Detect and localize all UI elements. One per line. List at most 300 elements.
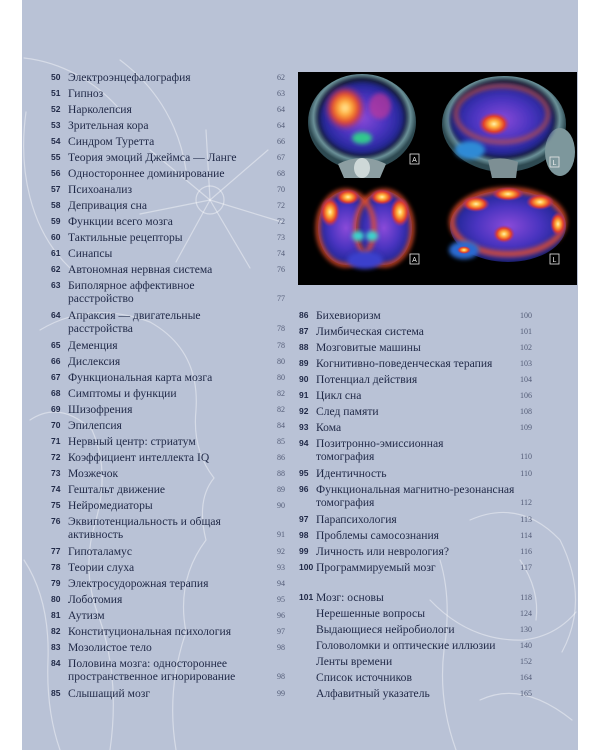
chapter-number: 65 — [51, 339, 61, 350]
toc-entry — [51, 353, 285, 369]
toc-entry — [51, 245, 285, 261]
page-number: 108 — [520, 406, 532, 416]
scan-label: A — [412, 257, 417, 264]
chapter-title-line: Эквипотенциальность и общая — [68, 515, 221, 528]
chapter-title — [68, 577, 261, 590]
chapter-title — [68, 247, 261, 260]
chapter-title-line: Зрительная кора — [68, 118, 149, 132]
activity-hotspot — [370, 189, 394, 205]
toc-entry — [299, 527, 532, 543]
page-number: 152 — [520, 656, 532, 666]
chapter-title-line: Аутизм — [68, 608, 105, 622]
page-number: 63 — [277, 88, 285, 98]
page-number: 72 — [277, 200, 285, 210]
page-number: 97 — [277, 626, 285, 636]
chapter-title-line: Нервный центр: стриатум — [68, 434, 196, 448]
chapter-title — [316, 373, 508, 386]
toc-entry — [51, 481, 285, 497]
page-number: 117 — [520, 562, 532, 572]
page-number: 72 — [277, 216, 285, 226]
chapter-number: 90 — [299, 373, 309, 384]
toc-entry — [299, 323, 532, 339]
toc-entry — [299, 559, 532, 575]
chapter-title-line: Потенциал действия — [316, 372, 418, 386]
toc-entry — [51, 417, 285, 433]
chapter-title-line: Нейромедиаторы — [68, 498, 153, 512]
chapter-title — [68, 687, 261, 700]
toc-entry — [51, 465, 285, 481]
chapter-number: 52 — [51, 103, 61, 114]
chapter-number: 51 — [51, 87, 61, 98]
page-number: 80 — [277, 372, 285, 382]
chapter-title-line: Нарколепсия — [68, 102, 132, 116]
chapter-number: 71 — [51, 435, 61, 446]
chapter-title — [68, 593, 261, 606]
chapter-number: 85 — [51, 687, 61, 698]
activity-hotspot — [478, 112, 510, 136]
toc-entry — [299, 435, 532, 465]
toc-entry — [51, 401, 285, 417]
chapter-title — [68, 515, 261, 541]
chapter-number: 58 — [51, 199, 61, 210]
chapter-title — [68, 199, 261, 212]
chapter-number: 53 — [51, 119, 61, 130]
page-number: 74 — [277, 248, 285, 258]
activity-hotspot — [390, 197, 410, 227]
chapter-title — [316, 671, 508, 684]
brain-scan-image — [298, 72, 577, 285]
page-number: 78 — [277, 324, 285, 333]
activity-hotspot — [492, 187, 524, 201]
scan-coronal-overlay — [308, 74, 419, 178]
chapter-number: 68 — [51, 387, 61, 398]
chapter-title-line: Личность или неврология? — [316, 544, 449, 558]
chapter-number: 84 — [51, 658, 61, 668]
page-number: 91 — [277, 530, 285, 539]
chapter-title-line: Одностороннее доминирование — [68, 166, 225, 180]
chapter-number: 62 — [51, 263, 61, 274]
chapter-number: 89 — [299, 357, 309, 368]
chapter-title — [316, 529, 508, 542]
page-number: 140 — [520, 640, 532, 650]
chapter-number: 67 — [51, 371, 61, 382]
chapter-title — [68, 403, 261, 416]
chapter-title — [316, 607, 508, 620]
chapter-number: 61 — [51, 247, 61, 258]
chapter-title-line: Когнитивно-поведенческая терапия — [316, 356, 493, 370]
chapter-title — [68, 435, 261, 448]
chapter-title — [68, 119, 261, 132]
chapter-title — [68, 561, 261, 574]
chapter-title — [68, 279, 261, 305]
toc-entry — [51, 133, 285, 149]
toc-entry — [51, 369, 285, 385]
toc-entry — [51, 337, 285, 353]
chapter-number: 88 — [299, 341, 309, 352]
chapter-title-line: Проблемы самосознания — [316, 528, 440, 542]
activity-hotspot — [352, 132, 372, 144]
chapter-title-line: Синапсы — [68, 246, 113, 260]
chapter-title — [68, 309, 261, 335]
toc-entry — [51, 307, 285, 337]
activity-hotspot — [352, 231, 364, 241]
toc-entry — [51, 197, 285, 213]
toc-entry — [51, 623, 285, 639]
page-number: 99 — [277, 688, 285, 698]
page-number: 124 — [520, 608, 532, 618]
toc-entry — [299, 637, 532, 653]
chapter-title — [68, 71, 261, 84]
page-number: 109 — [520, 422, 532, 432]
chapter-title — [68, 483, 261, 496]
chapter-number: 56 — [51, 167, 61, 178]
chapter-title — [68, 467, 261, 480]
chapter-number: 66 — [51, 355, 61, 366]
chapter-number: 78 — [51, 561, 61, 572]
chapter-title — [68, 339, 261, 352]
page-number: 73 — [277, 232, 285, 242]
chapter-title-line: Теории слуха — [68, 560, 135, 574]
page-number: 66 — [277, 136, 285, 146]
page-number: 85 — [277, 436, 285, 446]
toc-entry — [299, 339, 532, 355]
chapter-number: 97 — [299, 513, 309, 524]
chapter-number: 76 — [51, 516, 61, 526]
chapter-title — [316, 483, 515, 509]
chapter-title-line: Коэффициент интеллекта IQ — [68, 450, 210, 464]
toc-entry — [51, 261, 285, 277]
chapter-title — [316, 591, 508, 604]
chapter-title-line: пространственное игнорирование — [68, 670, 236, 683]
page-number: 165 — [520, 688, 532, 698]
chapter-title — [316, 341, 508, 354]
chapter-number: 74 — [51, 483, 61, 494]
chapter-number: 87 — [299, 325, 309, 336]
page-number: 114 — [520, 530, 532, 540]
toc-entry — [299, 589, 532, 605]
chapter-title — [68, 657, 261, 683]
scan-coronal-pet — [318, 189, 419, 269]
chapter-number: 69 — [51, 403, 61, 414]
chapter-title-line: Шизофрения — [68, 402, 133, 416]
chapter-title — [68, 609, 261, 622]
chapter-number: 99 — [299, 545, 309, 556]
brain-scan-figure — [298, 72, 577, 285]
page-number: 62 — [277, 72, 285, 82]
chapter-title — [316, 639, 508, 652]
chapter-number: 100 — [299, 561, 314, 572]
chapter-title-line: Электросудорожная терапия — [68, 576, 209, 590]
chapter-title-line: Гипоталамус — [68, 544, 132, 558]
chapter-title-line: Автономная нервная система — [68, 262, 213, 276]
page-number: 76 — [277, 264, 285, 274]
chapter-title — [316, 405, 508, 418]
chapter-title-line: Конституциональная психология — [68, 624, 232, 638]
page-number: 98 — [277, 642, 285, 652]
chapter-title-line: Программируемый мозг — [316, 560, 436, 574]
chapter-title-line: Депривация сна — [68, 198, 148, 212]
page-number: 112 — [520, 498, 532, 507]
page-number: 67 — [277, 152, 285, 162]
chapter-title-line: томография — [316, 496, 375, 509]
chapter-number: 83 — [51, 641, 61, 652]
toc-entry — [299, 371, 532, 387]
chapter-title — [316, 545, 508, 558]
chapter-number: 82 — [51, 625, 61, 636]
toc-entry — [51, 385, 285, 401]
page-number: 90 — [277, 500, 285, 510]
chapter-title — [68, 451, 261, 464]
chapter-title-line: Дислексия — [68, 354, 121, 368]
chapter-title — [68, 625, 261, 638]
toc-entry — [51, 69, 285, 85]
toc-entry — [299, 543, 532, 559]
chapter-title — [316, 655, 508, 668]
chapter-title — [316, 309, 508, 322]
toc-entry — [299, 387, 532, 403]
chapter-title — [316, 623, 508, 636]
chapter-title — [68, 419, 261, 432]
chapter-number: 64 — [51, 310, 61, 320]
toc-entry — [51, 181, 285, 197]
brain-region — [347, 251, 383, 269]
chapter-number: 50 — [51, 71, 61, 82]
toc-right-column — [299, 307, 532, 575]
page-number: 93 — [277, 562, 285, 572]
chapter-title-line: расстройства — [68, 322, 133, 335]
chapter-title — [68, 641, 261, 654]
toc-entry — [299, 685, 532, 701]
page-number: 116 — [520, 546, 532, 556]
toc-entry — [51, 513, 285, 543]
page-number: 101 — [520, 326, 532, 336]
chapter-number: 73 — [51, 467, 61, 478]
chapter-title — [68, 151, 261, 164]
chapter-title — [68, 135, 261, 148]
chapter-title — [316, 561, 508, 574]
chapter-title-line: расстройство — [68, 292, 134, 305]
toc-entry — [299, 605, 532, 621]
chapter-title-line: Симптомы и функции — [68, 386, 177, 400]
chapter-title — [68, 87, 261, 100]
toc-entry — [299, 511, 532, 527]
chapter-title-line: Теория эмоций Джеймса — Ланге — [68, 150, 237, 164]
page-number: 89 — [277, 484, 285, 494]
chapter-number: 94 — [299, 438, 309, 448]
chapter-title — [68, 545, 261, 558]
chapter-title-line: Парапсихология — [316, 512, 397, 526]
page-number: 164 — [520, 672, 532, 682]
chapter-number: 98 — [299, 529, 309, 540]
chapter-title-line: Кома — [316, 420, 342, 434]
toc-entry — [51, 85, 285, 101]
chapter-title-line: Функции всего мозга — [68, 214, 173, 228]
chapter-title-line: Идентичность — [316, 466, 387, 480]
toc-entry — [51, 449, 285, 465]
toc-entry — [51, 117, 285, 133]
chapter-number: 57 — [51, 183, 61, 194]
toc-entry — [51, 433, 285, 449]
chapter-title — [68, 387, 261, 400]
chapter-number: 72 — [51, 451, 61, 462]
toc-entry — [51, 685, 285, 701]
chapter-number: 92 — [299, 405, 309, 416]
chapter-title-line: Мозговитые машины — [316, 340, 421, 354]
chapter-title-line: Мозолистое тело — [68, 640, 152, 654]
chapter-title — [316, 437, 508, 463]
chapter-title-line: Электроэнцефалография — [68, 70, 191, 84]
chapter-number: 80 — [51, 593, 61, 604]
chapter-title-line: Деменция — [68, 338, 118, 352]
page-number: 104 — [520, 374, 532, 384]
page-number: 110 — [520, 452, 532, 461]
chapter-title-line: Лоботомия — [68, 592, 123, 606]
chapter-title-line: Нерешенные вопросы — [316, 606, 425, 620]
page-number: 70 — [277, 184, 285, 194]
page-number: 80 — [277, 356, 285, 366]
toc-entry — [51, 639, 285, 655]
activity-hotspot — [493, 225, 515, 243]
activity-hotspot — [324, 85, 366, 131]
toc-entry — [51, 229, 285, 245]
activity-hotspot — [320, 197, 340, 227]
chapter-title-line: Биполярное аффективное — [68, 279, 195, 292]
chapter-title-line: активность — [68, 528, 124, 541]
chapter-title-line: Головоломки и оптические иллюзии — [316, 638, 496, 652]
chapter-title-line: Половина мозга: одностороннее — [68, 657, 228, 670]
chapter-title — [68, 263, 261, 276]
chapter-title-line: Слышащий мозг — [68, 686, 151, 700]
chapter-title-line: Апраксия — двигательные — [68, 309, 201, 322]
toc-entry — [299, 481, 532, 511]
toc-entry — [51, 149, 285, 165]
toc-entry — [51, 101, 285, 117]
toc-entry — [299, 403, 532, 419]
activity-hotspot — [526, 194, 554, 210]
chapter-title-line: Мозг: основы — [316, 590, 384, 604]
page-number: 98 — [277, 672, 285, 681]
activity-hotspot — [366, 231, 378, 241]
chapter-title-line: Бихевиоризм — [316, 308, 381, 322]
chapter-title-line: Алфавитный указатель — [316, 686, 430, 700]
toc-entry — [51, 575, 285, 591]
chapter-number: 86 — [299, 309, 309, 320]
toc-entry — [51, 559, 285, 575]
toc-appendix — [299, 589, 532, 701]
toc-entry — [299, 355, 532, 371]
chapter-number: 91 — [299, 389, 309, 400]
chapter-title-line: Гипноз — [68, 86, 104, 100]
page-number: 103 — [520, 358, 532, 368]
toc-entry — [51, 543, 285, 559]
page-number: 64 — [277, 120, 285, 130]
chapter-title — [68, 167, 261, 180]
page-number: 94 — [277, 578, 285, 588]
page-number: 100 — [520, 310, 532, 320]
page-number: 92 — [277, 546, 285, 556]
chapter-title-line: Список источников — [316, 670, 412, 684]
chapter-title — [316, 325, 508, 338]
chapter-title-line: Цикл сна — [316, 388, 362, 402]
page-number: 106 — [520, 390, 532, 400]
chapter-title-line: Синдром Туретта — [68, 134, 155, 148]
chapter-title — [316, 467, 508, 480]
chapter-title — [68, 183, 261, 196]
page-number: 118 — [520, 592, 532, 602]
chapter-number: 70 — [51, 419, 61, 430]
chapter-title — [316, 421, 508, 434]
scan-label: A — [412, 157, 417, 164]
chapter-title — [316, 687, 508, 700]
chapter-number: 54 — [51, 135, 61, 146]
cerebellum — [455, 141, 485, 159]
activity-hotspot — [550, 212, 566, 236]
scan-label: L — [552, 160, 557, 167]
chapter-title — [68, 215, 261, 228]
toc-entry — [299, 653, 532, 669]
toc-entry — [299, 419, 532, 435]
chapter-number: 95 — [299, 467, 309, 478]
page-number: 113 — [520, 514, 532, 524]
toc-entry — [299, 465, 532, 481]
chapter-number: 60 — [51, 231, 61, 242]
chapter-title-line: Лимбическая система — [316, 324, 424, 338]
chapter-title-line: Тактильные рецепторы — [68, 230, 183, 244]
toc-entry — [51, 591, 285, 607]
chapter-number: 79 — [51, 577, 61, 588]
chapter-number: 63 — [51, 280, 61, 290]
toc-entry — [51, 607, 285, 623]
page-number: 77 — [277, 294, 285, 303]
page-number: 64 — [277, 104, 285, 114]
activity-hotspot — [462, 196, 490, 212]
scan-label: L — [552, 257, 557, 264]
page-number: 86 — [277, 452, 285, 462]
chapter-title — [68, 371, 261, 384]
page-number: 110 — [520, 468, 532, 478]
page-number: 96 — [277, 610, 285, 620]
neck-tissue — [488, 158, 518, 178]
toc-entry — [51, 277, 285, 307]
chapter-title-line: Мозжечок — [68, 466, 119, 480]
chapter-title-line: Выдающиеся нейробиологи — [316, 622, 455, 636]
page-number: 84 — [277, 420, 285, 430]
activity-hotspot — [336, 189, 360, 205]
chapter-title-line: томография — [316, 450, 375, 463]
chapter-title — [316, 513, 508, 526]
page-number: 130 — [520, 624, 532, 634]
chapter-number: 77 — [51, 545, 61, 556]
toc-entry — [299, 669, 532, 685]
chapter-number: 96 — [299, 484, 309, 494]
chapter-title-line: Функциональная карта мозга — [68, 370, 213, 384]
chapter-number: 93 — [299, 421, 309, 432]
chapter-title-line: Позитронно-эмиссионная — [316, 437, 444, 450]
chapter-number: 81 — [51, 609, 61, 620]
face-profile — [545, 128, 575, 176]
page-number: 102 — [520, 342, 532, 352]
page-number: 68 — [277, 168, 285, 178]
toc-entry — [51, 165, 285, 181]
chapter-title — [68, 231, 261, 244]
toc-entry — [299, 621, 532, 637]
chapter-title-line: Ленты времени — [316, 654, 393, 668]
toc-entry — [51, 213, 285, 229]
chapter-number: 55 — [51, 151, 61, 162]
scan-sagittal-overlay — [442, 76, 575, 178]
page-number: 95 — [277, 594, 285, 604]
chapter-title — [316, 357, 508, 370]
